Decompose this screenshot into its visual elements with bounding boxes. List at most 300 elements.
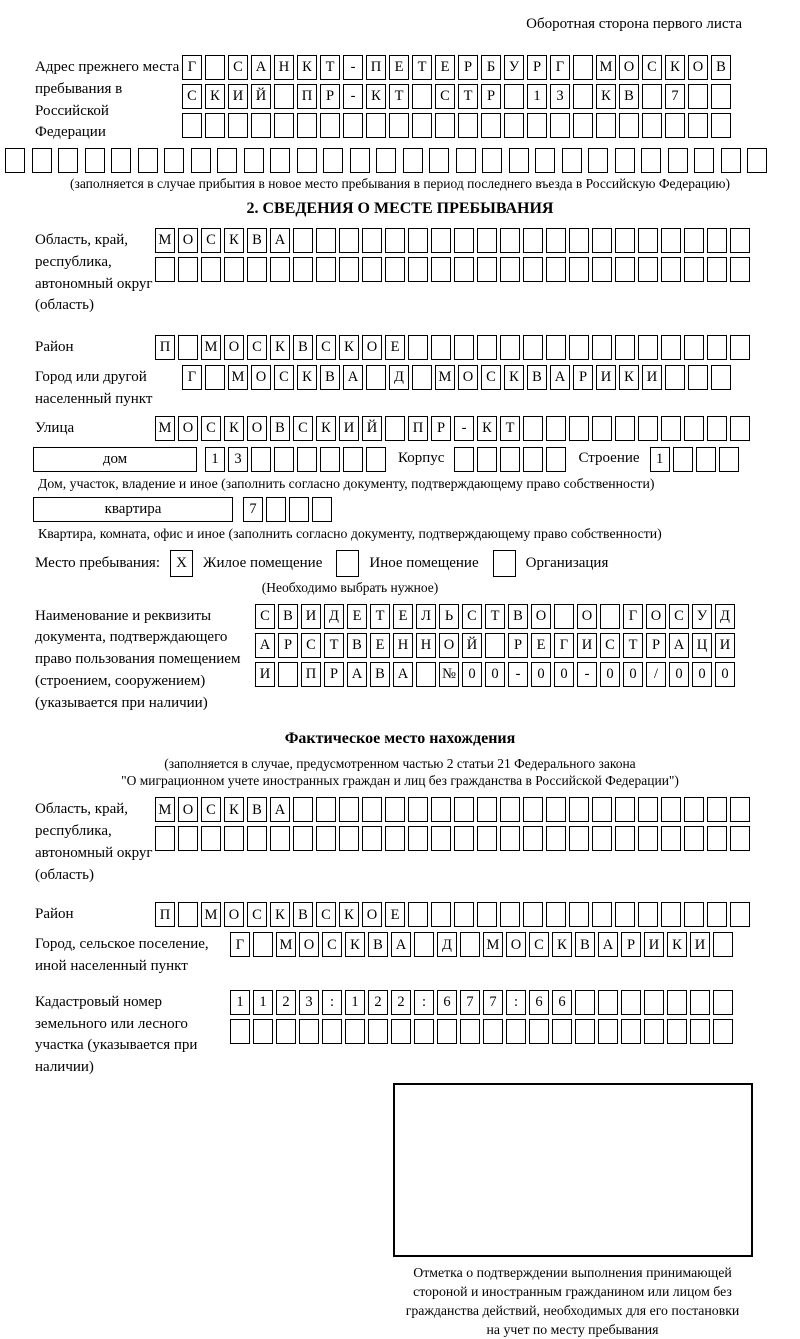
form-cell[interactable]: И — [255, 662, 275, 687]
form-cell[interactable] — [592, 826, 612, 851]
form-cell[interactable] — [506, 1019, 526, 1044]
form-cell[interactable]: И — [644, 932, 664, 957]
form-cell[interactable]: П — [301, 662, 321, 687]
form-cell[interactable]: К — [552, 932, 572, 957]
form-cell[interactable] — [661, 416, 681, 441]
form-cell[interactable]: И — [577, 633, 597, 658]
form-cell[interactable] — [562, 148, 582, 173]
form-cell[interactable]: 7 — [243, 497, 263, 522]
form-cell[interactable] — [500, 902, 520, 927]
form-cell[interactable] — [385, 228, 405, 253]
form-cell[interactable]: И — [642, 365, 662, 390]
form-cell[interactable] — [642, 84, 662, 109]
form-cell[interactable]: К — [297, 365, 317, 390]
form-cell[interactable]: О — [506, 932, 526, 957]
form-cell[interactable]: 0 — [715, 662, 735, 687]
form-cell[interactable] — [730, 826, 750, 851]
form-cell[interactable] — [668, 148, 688, 173]
form-cell[interactable]: С — [201, 416, 221, 441]
form-cell[interactable] — [32, 148, 52, 173]
form-cell[interactable] — [293, 257, 313, 282]
form-cell[interactable]: И — [690, 932, 710, 957]
form-cell[interactable] — [343, 113, 363, 138]
form-cell[interactable]: О — [531, 604, 551, 629]
form-cell[interactable]: А — [393, 662, 413, 687]
form-cell[interactable]: С — [642, 55, 662, 80]
form-cell[interactable] — [366, 365, 386, 390]
form-cell[interactable] — [661, 257, 681, 282]
form-cell[interactable] — [138, 148, 158, 173]
form-cell[interactable] — [266, 497, 286, 522]
form-cell[interactable] — [228, 113, 248, 138]
form-cell[interactable] — [569, 902, 589, 927]
form-cell[interactable] — [437, 1019, 457, 1044]
form-cell[interactable]: К — [596, 84, 616, 109]
form-cell[interactable]: О — [362, 335, 382, 360]
form-cell[interactable] — [554, 604, 574, 629]
form-cell[interactable]: В — [575, 932, 595, 957]
form-cell[interactable] — [598, 990, 618, 1015]
house-type-box[interactable]: дом — [33, 447, 197, 472]
form-cell[interactable]: М — [228, 365, 248, 390]
form-cell[interactable] — [730, 257, 750, 282]
form-cell[interactable] — [316, 797, 336, 822]
form-cell[interactable] — [412, 84, 432, 109]
form-cell[interactable] — [155, 257, 175, 282]
form-cell[interactable]: А — [255, 633, 275, 658]
form-cell[interactable]: 0 — [692, 662, 712, 687]
form-cell[interactable] — [164, 148, 184, 173]
form-cell[interactable]: Н — [274, 55, 294, 80]
form-cell[interactable]: О — [247, 416, 267, 441]
form-cell[interactable] — [477, 826, 497, 851]
form-cell[interactable] — [230, 1019, 250, 1044]
form-cell[interactable]: О — [178, 416, 198, 441]
form-cell[interactable]: Т — [412, 55, 432, 80]
form-cell[interactable]: Р — [324, 662, 344, 687]
form-cell[interactable] — [667, 1019, 687, 1044]
form-cell[interactable] — [224, 826, 244, 851]
form-cell[interactable] — [644, 1019, 664, 1044]
form-cell[interactable]: С — [481, 365, 501, 390]
form-cell[interactable]: : — [322, 990, 342, 1015]
form-cell[interactable] — [454, 228, 474, 253]
form-cell[interactable] — [431, 335, 451, 360]
form-cell[interactable] — [747, 148, 767, 173]
form-cell[interactable]: М — [276, 932, 296, 957]
form-cell[interactable] — [247, 826, 267, 851]
form-cell[interactable] — [178, 826, 198, 851]
form-cell[interactable]: И — [715, 633, 735, 658]
form-cell[interactable] — [575, 990, 595, 1015]
form-cell[interactable]: А — [598, 932, 618, 957]
form-cell[interactable] — [546, 447, 566, 472]
form-cell[interactable] — [408, 335, 428, 360]
form-cell[interactable] — [385, 257, 405, 282]
form-cell[interactable] — [316, 826, 336, 851]
form-cell[interactable]: Р — [458, 55, 478, 80]
form-cell[interactable] — [523, 335, 543, 360]
form-cell[interactable] — [638, 257, 658, 282]
form-cell[interactable] — [615, 826, 635, 851]
form-cell[interactable]: С — [201, 228, 221, 253]
form-cell[interactable]: Д — [437, 932, 457, 957]
form-cell[interactable]: Г — [554, 633, 574, 658]
form-cell[interactable] — [592, 228, 612, 253]
form-cell[interactable]: - — [454, 416, 474, 441]
form-cell[interactable] — [661, 797, 681, 822]
form-cell[interactable]: А — [343, 365, 363, 390]
form-cell[interactable]: К — [504, 365, 524, 390]
form-cell[interactable]: С — [529, 932, 549, 957]
form-cell[interactable] — [431, 902, 451, 927]
form-cell[interactable]: 3 — [299, 990, 319, 1015]
form-cell[interactable]: С — [316, 335, 336, 360]
form-cell[interactable] — [500, 228, 520, 253]
form-cell[interactable] — [546, 902, 566, 927]
form-cell[interactable] — [345, 1019, 365, 1044]
form-cell[interactable] — [641, 148, 661, 173]
form-cell[interactable]: Е — [393, 604, 413, 629]
form-cell[interactable] — [615, 797, 635, 822]
form-cell[interactable] — [598, 1019, 618, 1044]
form-cell[interactable]: Т — [623, 633, 643, 658]
form-cell[interactable] — [500, 257, 520, 282]
form-cell[interactable]: - — [577, 662, 597, 687]
form-cell[interactable]: Р — [431, 416, 451, 441]
form-cell[interactable] — [460, 932, 480, 957]
form-cell[interactable] — [5, 148, 25, 173]
form-cell[interactable] — [362, 797, 382, 822]
form-cell[interactable]: Р — [646, 633, 666, 658]
form-cell[interactable]: : — [414, 990, 434, 1015]
form-cell[interactable] — [696, 447, 716, 472]
form-cell[interactable]: В — [278, 604, 298, 629]
form-cell[interactable] — [638, 228, 658, 253]
form-cell[interactable] — [569, 257, 589, 282]
form-cell[interactable]: Г — [182, 55, 202, 80]
form-cell[interactable] — [688, 113, 708, 138]
form-cell[interactable] — [477, 335, 497, 360]
form-cell[interactable] — [456, 148, 476, 173]
form-cell[interactable] — [312, 497, 332, 522]
form-cell[interactable]: М — [596, 55, 616, 80]
form-cell[interactable]: Т — [320, 55, 340, 80]
form-cell[interactable] — [85, 148, 105, 173]
form-cell[interactable] — [661, 826, 681, 851]
form-cell[interactable] — [289, 497, 309, 522]
form-cell[interactable] — [523, 257, 543, 282]
form-cell[interactable] — [205, 113, 225, 138]
form-cell[interactable] — [477, 902, 497, 927]
form-cell[interactable]: С — [462, 604, 482, 629]
form-cell[interactable] — [730, 416, 750, 441]
form-cell[interactable] — [343, 447, 363, 472]
form-cell[interactable]: К — [667, 932, 687, 957]
form-cell[interactable] — [201, 826, 221, 851]
form-cell[interactable]: В — [508, 604, 528, 629]
form-cell[interactable] — [500, 335, 520, 360]
form-cell[interactable] — [339, 826, 359, 851]
form-cell[interactable] — [592, 257, 612, 282]
form-cell[interactable]: В — [347, 633, 367, 658]
form-cell[interactable]: Е — [347, 604, 367, 629]
form-cell[interactable] — [638, 797, 658, 822]
form-cell[interactable] — [322, 1019, 342, 1044]
form-cell[interactable] — [224, 257, 244, 282]
form-cell[interactable]: С — [228, 55, 248, 80]
form-cell[interactable] — [391, 1019, 411, 1044]
form-cell[interactable] — [412, 113, 432, 138]
form-cell[interactable]: В — [320, 365, 340, 390]
form-cell[interactable] — [251, 447, 271, 472]
form-cell[interactable] — [500, 826, 520, 851]
form-cell[interactable]: 3 — [228, 447, 248, 472]
form-cell[interactable]: В — [370, 662, 390, 687]
form-cell[interactable] — [477, 257, 497, 282]
form-cell[interactable]: В — [270, 416, 290, 441]
form-cell[interactable] — [293, 228, 313, 253]
form-cell[interactable] — [205, 55, 225, 80]
form-cell[interactable]: Р — [508, 633, 528, 658]
form-cell[interactable]: 1 — [253, 990, 273, 1015]
form-cell[interactable]: Е — [370, 633, 390, 658]
stay-type-checkbox-organization[interactable] — [493, 550, 516, 577]
form-cell[interactable] — [546, 335, 566, 360]
form-cell[interactable]: К — [270, 902, 290, 927]
form-cell[interactable]: Т — [389, 84, 409, 109]
form-cell[interactable] — [217, 148, 237, 173]
form-cell[interactable] — [178, 257, 198, 282]
form-cell[interactable] — [569, 335, 589, 360]
form-cell[interactable] — [642, 113, 662, 138]
form-cell[interactable]: М — [201, 335, 221, 360]
form-cell[interactable]: К — [665, 55, 685, 80]
form-cell[interactable]: 1 — [650, 447, 670, 472]
form-cell[interactable]: Е — [435, 55, 455, 80]
form-cell[interactable]: 2 — [391, 990, 411, 1015]
form-cell[interactable] — [569, 797, 589, 822]
form-cell[interactable]: 0 — [462, 662, 482, 687]
form-cell[interactable] — [454, 335, 474, 360]
form-cell[interactable] — [320, 447, 340, 472]
form-cell[interactable] — [316, 228, 336, 253]
form-cell[interactable] — [527, 113, 547, 138]
form-cell[interactable] — [274, 447, 294, 472]
form-cell[interactable]: И — [301, 604, 321, 629]
form-cell[interactable] — [339, 228, 359, 253]
form-cell[interactable]: 7 — [460, 990, 480, 1015]
form-cell[interactable] — [621, 990, 641, 1015]
form-cell[interactable]: 6 — [529, 990, 549, 1015]
form-cell[interactable] — [573, 113, 593, 138]
form-cell[interactable]: М — [435, 365, 455, 390]
form-cell[interactable] — [550, 113, 570, 138]
form-cell[interactable]: О — [439, 633, 459, 658]
form-cell[interactable] — [638, 335, 658, 360]
form-cell[interactable]: С — [274, 365, 294, 390]
form-cell[interactable] — [644, 990, 664, 1015]
form-cell[interactable] — [485, 633, 505, 658]
form-cell[interactable]: А — [270, 797, 290, 822]
form-cell[interactable] — [362, 228, 382, 253]
form-cell[interactable] — [730, 228, 750, 253]
form-cell[interactable] — [665, 113, 685, 138]
form-cell[interactable] — [711, 113, 731, 138]
stay-type-checkbox-residential[interactable]: X — [170, 550, 193, 577]
form-cell[interactable] — [299, 1019, 319, 1044]
form-cell[interactable]: П — [366, 55, 386, 80]
form-cell[interactable] — [546, 826, 566, 851]
form-cell[interactable] — [569, 416, 589, 441]
form-cell[interactable] — [178, 335, 198, 360]
form-cell[interactable] — [274, 113, 294, 138]
form-cell[interactable]: О — [577, 604, 597, 629]
form-cell[interactable] — [385, 826, 405, 851]
form-cell[interactable]: А — [251, 55, 271, 80]
form-cell[interactable] — [339, 797, 359, 822]
form-cell[interactable]: Н — [393, 633, 413, 658]
form-cell[interactable] — [316, 257, 336, 282]
form-cell[interactable] — [297, 447, 317, 472]
form-cell[interactable]: А — [347, 662, 367, 687]
form-cell[interactable] — [588, 148, 608, 173]
form-cell[interactable] — [546, 257, 566, 282]
form-cell[interactable] — [483, 1019, 503, 1044]
form-cell[interactable]: - — [343, 55, 363, 80]
form-cell[interactable] — [688, 84, 708, 109]
form-cell[interactable]: 0 — [531, 662, 551, 687]
form-cell[interactable]: М — [155, 416, 175, 441]
form-cell[interactable]: 7 — [483, 990, 503, 1015]
form-cell[interactable] — [477, 228, 497, 253]
form-cell[interactable] — [615, 335, 635, 360]
form-cell[interactable] — [730, 902, 750, 927]
form-cell[interactable]: К — [366, 84, 386, 109]
form-cell[interactable] — [615, 416, 635, 441]
form-cell[interactable] — [661, 228, 681, 253]
form-cell[interactable] — [690, 990, 710, 1015]
form-cell[interactable]: Н — [416, 633, 436, 658]
form-cell[interactable] — [523, 826, 543, 851]
form-cell[interactable]: К — [619, 365, 639, 390]
form-cell[interactable] — [684, 257, 704, 282]
form-cell[interactable]: О — [646, 604, 666, 629]
form-cell[interactable]: О — [251, 365, 271, 390]
form-cell[interactable]: М — [155, 797, 175, 822]
form-cell[interactable] — [615, 148, 635, 173]
form-cell[interactable]: П — [155, 335, 175, 360]
form-cell[interactable]: К — [316, 416, 336, 441]
form-cell[interactable] — [504, 113, 524, 138]
form-cell[interactable]: М — [201, 902, 221, 927]
form-cell[interactable] — [619, 113, 639, 138]
form-cell[interactable] — [523, 416, 543, 441]
form-cell[interactable] — [454, 826, 474, 851]
form-cell[interactable]: С — [201, 797, 221, 822]
form-cell[interactable]: Д — [715, 604, 735, 629]
form-cell[interactable]: 0 — [600, 662, 620, 687]
form-cell[interactable]: Й — [462, 633, 482, 658]
form-cell[interactable] — [362, 257, 382, 282]
form-cell[interactable] — [431, 228, 451, 253]
form-cell[interactable] — [385, 416, 405, 441]
form-cell[interactable] — [523, 228, 543, 253]
form-cell[interactable] — [435, 113, 455, 138]
form-cell[interactable] — [661, 902, 681, 927]
form-cell[interactable] — [575, 1019, 595, 1044]
form-cell[interactable]: К — [224, 797, 244, 822]
form-cell[interactable] — [460, 1019, 480, 1044]
form-cell[interactable] — [454, 447, 474, 472]
form-cell[interactable]: М — [483, 932, 503, 957]
form-cell[interactable]: К — [345, 932, 365, 957]
form-cell[interactable] — [523, 797, 543, 822]
form-cell[interactable] — [730, 797, 750, 822]
form-cell[interactable] — [350, 148, 370, 173]
form-cell[interactable] — [504, 84, 524, 109]
form-cell[interactable] — [569, 228, 589, 253]
form-cell[interactable]: С — [182, 84, 202, 109]
form-cell[interactable]: Т — [370, 604, 390, 629]
form-cell[interactable]: Е — [385, 335, 405, 360]
form-cell[interactable] — [592, 416, 612, 441]
form-cell[interactable] — [615, 228, 635, 253]
form-cell[interactable]: К — [297, 55, 317, 80]
form-cell[interactable]: Р — [278, 633, 298, 658]
form-cell[interactable] — [500, 447, 520, 472]
form-cell[interactable]: П — [155, 902, 175, 927]
form-cell[interactable] — [376, 148, 396, 173]
form-cell[interactable] — [707, 257, 727, 282]
form-cell[interactable] — [694, 148, 714, 173]
form-cell[interactable]: Й — [362, 416, 382, 441]
form-cell[interactable] — [408, 826, 428, 851]
form-cell[interactable] — [454, 797, 474, 822]
form-cell[interactable] — [684, 335, 704, 360]
form-cell[interactable] — [615, 257, 635, 282]
form-cell[interactable]: С — [301, 633, 321, 658]
form-cell[interactable] — [573, 55, 593, 80]
form-cell[interactable] — [481, 113, 501, 138]
form-cell[interactable]: Р — [621, 932, 641, 957]
form-cell[interactable] — [274, 84, 294, 109]
form-cell[interactable] — [429, 148, 449, 173]
form-cell[interactable] — [615, 902, 635, 927]
form-cell[interactable] — [253, 932, 273, 957]
form-cell[interactable] — [535, 148, 555, 173]
form-cell[interactable]: О — [362, 902, 382, 927]
form-cell[interactable] — [569, 826, 589, 851]
form-cell[interactable] — [713, 932, 733, 957]
form-cell[interactable]: И — [228, 84, 248, 109]
form-cell[interactable]: Д — [389, 365, 409, 390]
form-cell[interactable]: Т — [324, 633, 344, 658]
form-cell[interactable] — [182, 113, 202, 138]
form-cell[interactable] — [431, 257, 451, 282]
form-cell[interactable] — [458, 113, 478, 138]
form-cell[interactable]: 6 — [437, 990, 457, 1015]
form-cell[interactable] — [684, 228, 704, 253]
form-cell[interactable] — [477, 797, 497, 822]
form-cell[interactable] — [592, 335, 612, 360]
apartment-type-box[interactable]: квартира — [33, 497, 233, 522]
form-cell[interactable]: Ь — [439, 604, 459, 629]
form-cell[interactable] — [408, 257, 428, 282]
form-cell[interactable]: В — [247, 797, 267, 822]
form-cell[interactable]: 6 — [552, 990, 572, 1015]
form-cell[interactable]: У — [504, 55, 524, 80]
